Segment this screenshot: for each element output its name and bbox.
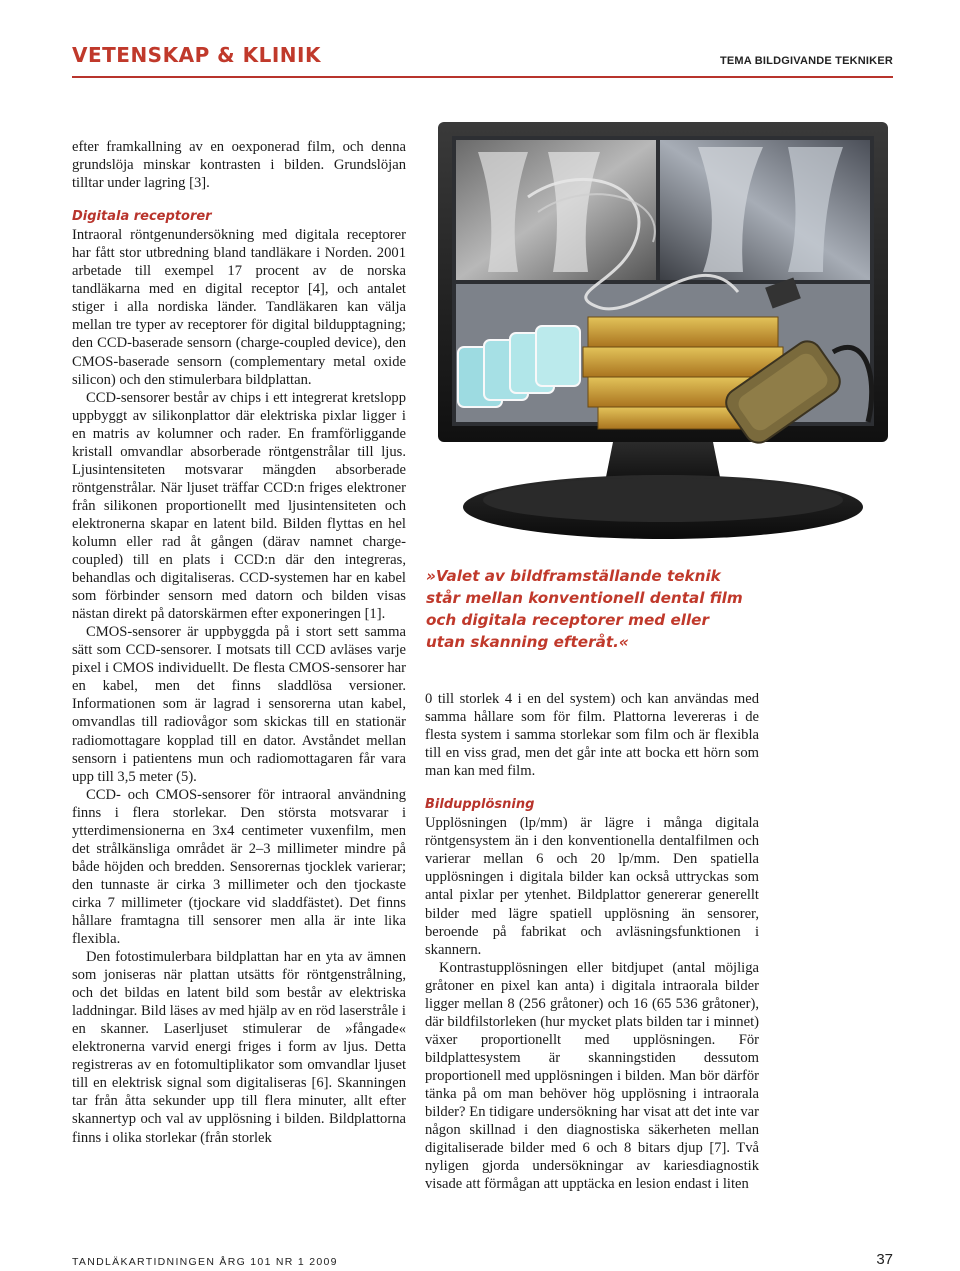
monitor-photo bbox=[438, 122, 888, 547]
header-rule bbox=[72, 76, 893, 78]
paragraph: Kontrastupplösningen eller bitdjupet (antal möjliga gråtoner en pixel kan anta) i digitala intraorala bilder ligger mellan 8 (256 gråtoner) och 16 (65 536 gråtoner), där bildfilstorleken (hur mycket plats bilden tar i minnet) växer proportionellt med upplösningen. För bildplattesystem är skanningstiden dessutom proportionell med upplösningen i bilden. Man bör därför tänka på om man behöver hög upplösning i intraorala bilder? En tidigare undersökning har visat att det inte var någon skillnad i den diagnostiska säkerheten mellan digitaliserade bilder med 6 och 8 bitars djup [7]. Två nyligen gjorda undersökningar av kariesdiagnostik visade att förmågan att upptäcka en lesion endast i liten bbox=[425, 959, 759, 1193]
paragraph: Upplösningen (lp/mm) är lägre i många digitala röntgensystem än i den konventionella dentalfilmen och varierar mellan 6 och 20 lp/mm. Den spatiella upplösningen i digitala bilder kan också uttryckas som antal pixlar per ytenhet. Bildplattor genererar generellt bilder med lägre spatiell upplösning än sensorer, beroende på fabrikat och avläsningsfunktionen i skannern. bbox=[425, 815, 759, 958]
pull-quote: »Valet av bildframställande teknik står mellan konventionell dental film och digitala receptorer med eller utan skanning efteråt.« bbox=[426, 567, 743, 651]
paragraph: CMOS-sensorer är uppbyggda på i stort sett samma sätt som CCD-sensorer. I motsats till CCD avläses varje pixel i CMOS individuellt. De flesta CMOS-sensorer har en kabel, men det finns sladdlösa versioner. Informationen som är lagrad i sensorerna utan kabel, omvandlas till radiovågor som skickas till en stationär radiomottagare kopplad till en dator. Avståndet mellan sensorn i patientens mun och radiomottagaren får vara upp till 3,5 meter (5). bbox=[72, 624, 406, 785]
journal-footer: TANDLÄKARTIDNINGEN ÅRG 101 NR 1 2009 bbox=[72, 1256, 338, 1268]
paragraph: CCD-sensorer består av chips i ett integrerat kretslopp uppbyggt av silikonplattor där elektriska pixlar ligger i en matris av kolumner och rader. En framförliggande kristall omvandlar absorberade röntgenstrålar till ljus. Ljusintensiteten motsvarar mängden absorberade röntgenstrålar. När ljuset träffar CCD:n friges elektroner från silikonen proportionellt med ljusintensiteten och elektronerna skapar en latent bild. Bilden flyttas en hel kolumn eller rad åt gången (därav namnet charge-coupled) till en plats i CCD:n där den integreras, behandlas och digitaliseras. CCD-systemen har en kabel som förbinder sensorn med datorn och bilden visas nästan direkt på datorskärmen efter exponeringen [1]. bbox=[72, 389, 406, 623]
left-column bbox=[72, 138, 406, 1147]
subheading-bildupplosning: Bildupplösning bbox=[425, 797, 535, 813]
page-number: 37 bbox=[876, 1251, 893, 1268]
paragraph: 0 till storlek 4 i en del system) och kan användas med samma hållare som för film. Plattorna levereras i de flesta system i samma storlekar som film och är flexibla till en viss grad, men det går inte att bocka ett hörn som man kan med film. bbox=[425, 691, 759, 780]
theme-title: TEMA BILDGIVANDE TEKNIKER bbox=[719, 55, 893, 67]
paragraph: Den fotostimulerbara bildplattan har en yta av ämnen som joniseras när plattan utsätts för röntgenstrålning, och det bildas en latent bild som består av elektriska laddningar. Bild läses av med hjälp av en röd laserstråle i en skanner. Laserljuset stimulerar de »fångade« elektronerna varvid energi friges i form av ljus. Detta registreras av en fotomultiplikator som omvandlar ljuset till en elektrisk signal som digitaliseras [6]. Skanningen tar från åtta sekunder upp till flera minuter, allt efter skannertyp och val av upplösning i bilden. Bildplattorna finns i olika storlekar (från storlek bbox=[72, 949, 406, 1146]
paragraph: efter framkallning av en oexponerad film, och denna grundslöja minskar kontrasten i bilden. Grundslöjan tilltar under lagring [3]. bbox=[72, 139, 406, 192]
paragraph: CCD- och CMOS-sensorer för intraoral användning finns i flera storlekar. Den största motsvarar i ytterdimensionerna en 3x4 centimeter vuxenfilm, men det strålkänsliga området är 2–3 millimeter mindre på både höjden och bredden. Sensorernas tjocklek varierar; den tunnaste är cirka 3 millimeter och den tjockaste cirka 7 millimeter (tjockare vid sladdfästet). Det finns hållare framtagna till sensorer men alla är inte lika flexibla. bbox=[72, 786, 406, 948]
subheading-digitala-receptorer: Digitala receptorer bbox=[72, 209, 212, 225]
right-column bbox=[425, 690, 759, 1193]
paragraph: Intraoral röntgenundersökning med digitala receptorer har fått stor utbredning bland tandläkare i Norden. 2001 arbetade till exempel 17 procent av de norska tandläkarna med en digital receptor [4], och antalet stiger i alla nordiska länder. Tandläkaren kan välja mellan tre typer av receptorer för digital bildupptagning; den CCD-baserade sensorn (charge-coupled device), den CMOS-baserade sensorn (complementary metal oxide silicon) och den stimulerbara bildplattan. bbox=[72, 227, 406, 388]
section-title: VETENSKAP & KLINIK bbox=[72, 43, 321, 67]
